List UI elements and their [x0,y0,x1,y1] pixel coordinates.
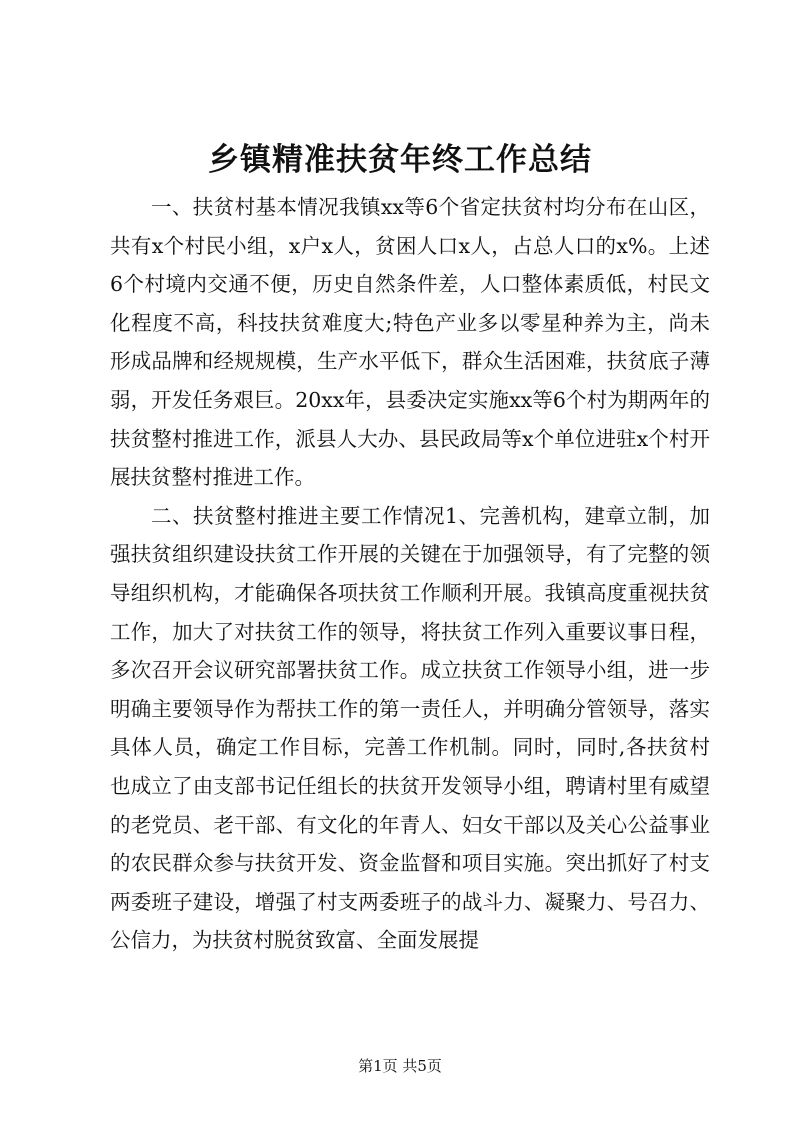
document-body [110,188,710,960]
page-number-footer: 第1页 共5页 [358,1057,442,1075]
paragraph-2: 二、扶贫整村推进主要工作情况1、完善机构，建章立制，加强扶贫组织建设扶贫工作开展的关键在于加强领导，有了完整的领导组织机构，才能确保各项扶贫工作顺利开展。我镇高度重视扶贫工作，加大了对扶贫工作的领导，将扶贫工作列入重要议事日程，多次召开会议研究部署扶贫工作。成立扶贫工作领导小组，进一步明确主要领导作为帮扶工作的第一责任人，并明确分管领导，落实具体人员，确定工作目标，完善工作机制。同时，同时,各扶贫村也成立了由支部书记任组长的扶贫开发领导小组，聘请村里有威望的老党员、老干部、有文化的年青人、妇女干部以及关心公益事业的农民群众参与扶贫开发、资金监督和项目实施。突出抓好了村支两委班子建设，增强了村支两委班子的战斗力、凝聚力、号召力、公信力，为扶贫村脱贫致富、全面发展提 [110,503,710,953]
document-title: 乡镇精准扶贫年终工作总结 [208,142,592,178]
paragraph-1: 一、扶贫村基本情况我镇xx等6个省定扶贫村均分布在山区，共有x个村民小组，x户x人，贫困人口x人，占总人口的x%。上述6个村境内交通不便，历史自然条件差，人口整体素质低，村民文化程度不高，科技扶贫难度大;特色产业多以零星种养为主，尚未形成品牌和经规规模，生产水平低下，群众生活困难，扶贫底子薄弱，开发任务艰巨。20xx年，县委决定实施xx等6个村为期两年的扶贫整村推进工作，派县人大办、县民政局等x个单位进驻x个村开展扶贫整村推进工作。 [110,195,710,490]
